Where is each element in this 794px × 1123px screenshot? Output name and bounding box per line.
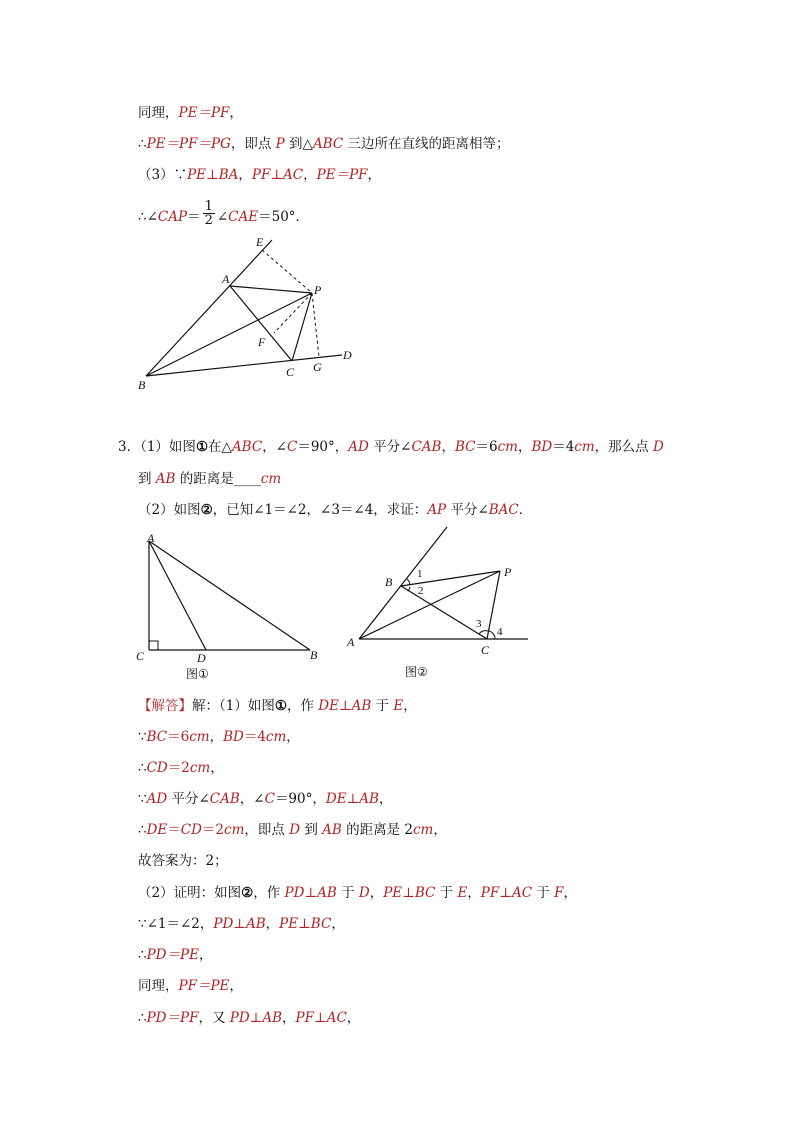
solution-line-angle: ∴∠CAP＝ $\frac{1}{2}$ ∠CAE＝50°． — [138, 199, 310, 228]
label-F: F — [258, 335, 266, 349]
figure-triangle-bisector — [130, 232, 370, 392]
solution-line-same-reason: 同理，PE＝PF， — [138, 105, 243, 121]
label-B: B — [138, 378, 146, 392]
label-C: C — [481, 643, 490, 657]
answer-blank: ____ — [233, 471, 261, 487]
label-A: A — [222, 272, 230, 286]
label-C: C — [136, 649, 145, 663]
answer-line-2: ∵BC＝6cm，BD＝4cm， — [138, 729, 300, 745]
label-P: P — [314, 283, 322, 297]
question-3-part1: 3．（1）如图①在△ABC，∠C＝90°，AD 平分∠CAB，BC＝6cm，BD＝4cm，那么点 D — [118, 439, 664, 455]
answer-line-1: 【解答】解：（1）如图①，作 DE⊥AB 于 E， — [138, 698, 417, 714]
angle-label-4: 4 — [497, 626, 503, 638]
answer-line-7: （2）证明：如图②，作 PD⊥AB 于 D，PE⊥BC 于 E，PF⊥AC 于 F， — [138, 885, 577, 901]
line-AP — [230, 286, 312, 293]
answer-tag: 【解答】 — [138, 698, 192, 714]
line-PG-dashed — [312, 293, 319, 357]
label-A: A — [347, 635, 355, 649]
answer-line-6: 故答案为：2； — [138, 853, 228, 869]
label-A: A — [147, 531, 155, 545]
solution-line-part3: （3）∵PE⊥BA，PF⊥AC，PE＝PF， — [138, 167, 382, 183]
line-BP — [146, 293, 312, 376]
question-3-part1-cont: 到 AB 的距离是____cm — [138, 471, 282, 487]
line-AD — [149, 541, 206, 650]
answer-line-8: ∵∠1＝∠2，PD⊥AB，PE⊥BC， — [138, 916, 345, 932]
label-E: E — [256, 235, 264, 249]
answer-line-4: ∵AD 平分∠CAB，∠C＝90°，DE⊥AB， — [138, 791, 393, 807]
right-angle-mark — [149, 641, 158, 650]
answer-line-10: 同理，PF＝PE， — [138, 978, 243, 994]
angle-mark-3 — [479, 631, 488, 634]
label-C: C — [286, 365, 295, 379]
angle-label-3: 3 — [476, 618, 482, 630]
line-PE-dashed — [262, 250, 312, 293]
caption-figure-1: 图① — [186, 667, 209, 681]
label-G: G — [313, 360, 322, 374]
answer-line-11: ∴PD＝PF，又 PD⊥AB，PF⊥AC， — [138, 1010, 361, 1026]
answer-line-9: ∴PD＝PE， — [138, 947, 213, 963]
label-D: D — [343, 348, 352, 362]
fraction-one-half: $\frac{1}{2}$ — [204, 199, 213, 228]
solution-line-conclusion: ∴PE＝PF＝PG，即点 P 到△ABC 三边所在直线的距离相等； — [138, 136, 510, 152]
figure-1-right-triangle — [130, 528, 330, 683]
answer-line-3: ∴CD＝2cm， — [138, 760, 224, 776]
label-B: B — [310, 648, 318, 662]
figure-2-angle-bisectors — [340, 520, 540, 685]
label-B: B — [385, 575, 393, 589]
ray-AB — [359, 527, 447, 639]
angle-mark-4 — [489, 631, 495, 639]
question-3-part2: （2）如图②，已知∠1＝∠2，∠3＝∠4，求证：AP 平分∠BAC． — [138, 502, 533, 518]
label-D: D — [197, 651, 206, 665]
caption-figure-2: 图② — [405, 665, 428, 679]
angle-label-1: 1 — [417, 568, 423, 580]
angle-mark-1 — [407, 579, 410, 585]
label-P: P — [504, 565, 512, 579]
angle-label-2: 2 — [418, 585, 424, 597]
answer-line-5: ∴DE＝CD＝2cm，即点 D 到 AB 的距离是 2cm， — [138, 822, 447, 838]
line-AB — [149, 541, 310, 650]
angle-mark-2 — [408, 587, 410, 591]
line-BE — [146, 240, 272, 376]
